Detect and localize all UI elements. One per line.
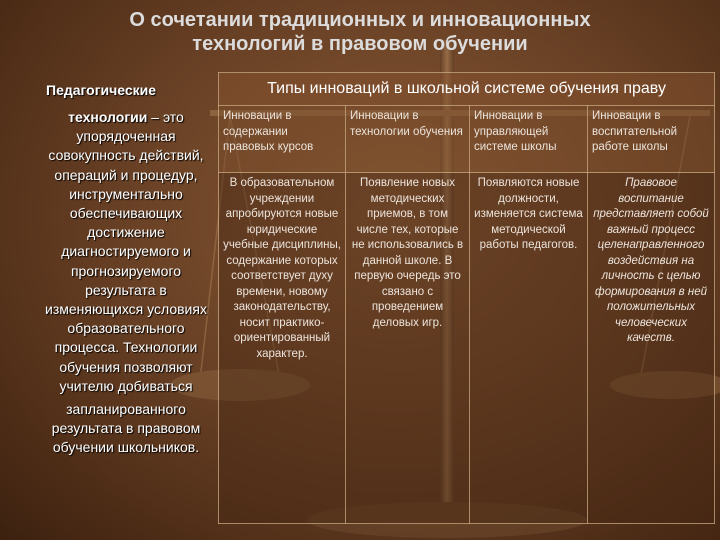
- innovation-types-table: [218, 72, 715, 524]
- definition-term: технологии: [68, 109, 148, 125]
- slide-title-line-1: О сочетании традиционных и инновационных: [129, 9, 591, 31]
- slide-title-line-2: технологий в правовом обучении: [192, 33, 528, 55]
- innovation-description-technology: Появление новых методических приемов, в том числе тех, которые не использовались в данной школе. В первую очередь это связано с проведением деловых игр.: [346, 173, 470, 524]
- left-column-definition: [40, 108, 212, 458]
- table-header: Типы инноваций в школьной системе обучения праву: [219, 73, 715, 106]
- definition-text: – это упорядоченная совокупность действий, операций и процедур, инструментально обеспечивающих достижение диагностируемого и прогнозируемого результата в изменяющихся условиях образовательного процесса. Технологии обучения позволяют учителю добиваться: [45, 109, 207, 394]
- innovation-description-upbringing: Правовое воспитание представляет собой важный процесс целенаправленного воздействия на личность с целью формирования в ней положительных человеческих качеств.: [588, 173, 715, 524]
- innovation-type-upbringing: Инновации в воспитательной работе школы: [588, 106, 715, 173]
- definition-continuation: запланированного результата в правовом обучении школьников.: [51, 401, 201, 456]
- innovation-type-management: Инновации в управляющей системе школы: [470, 106, 588, 173]
- innovation-type-technology: Инновации в технологии обучения: [346, 106, 470, 173]
- innovation-type-content: Инновации в содержании правовых курсов: [219, 106, 346, 173]
- innovation-description-content: В образовательном учреждении апробируются новые юридические учебные дисциплины, содержание которых соответствует духу времени, новому законодательству, носит практико-ориентированный характер.: [219, 173, 346, 524]
- left-column-heading: Педагогические: [46, 82, 157, 98]
- innovation-description-management: Появляются новые должности, изменяется система методической работы педагогов.: [470, 173, 588, 524]
- slide-title: [20, 8, 700, 56]
